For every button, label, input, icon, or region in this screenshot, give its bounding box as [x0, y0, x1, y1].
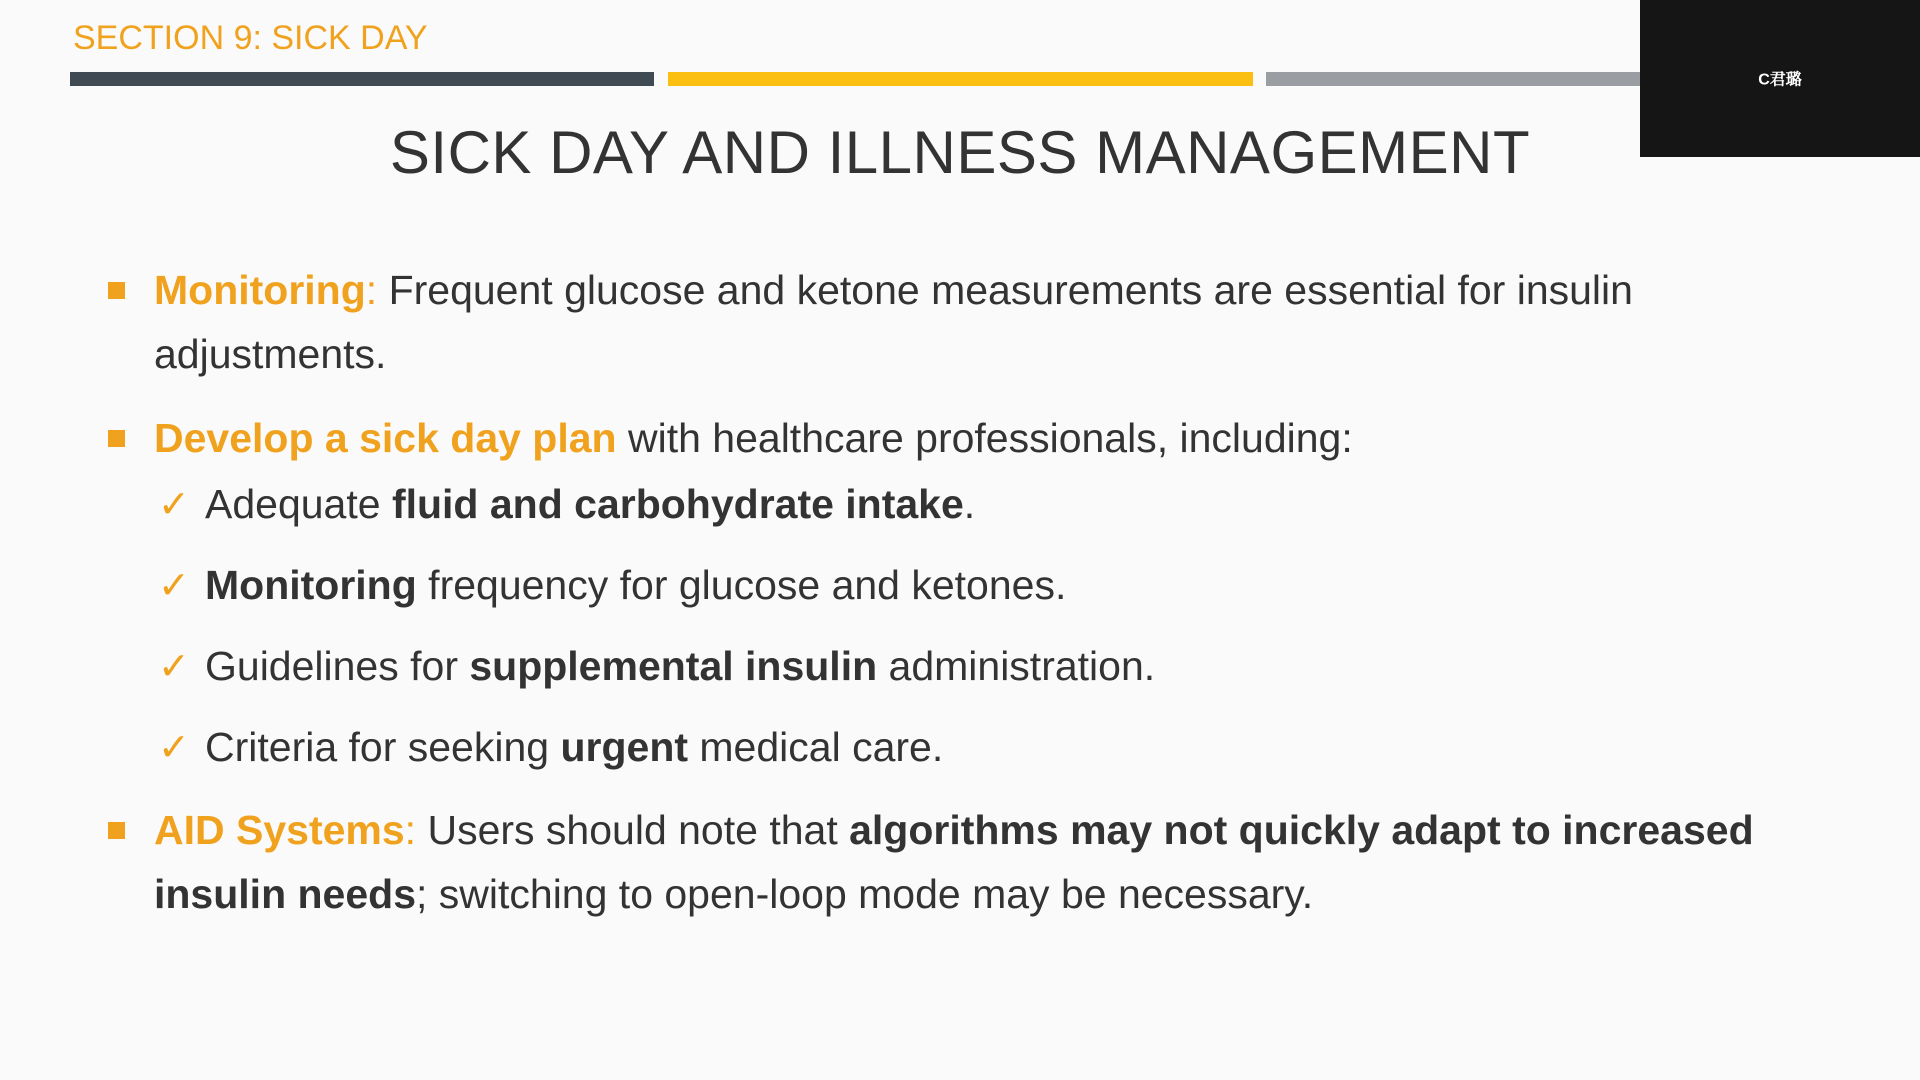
sub-item-post: .: [963, 481, 976, 527]
header-bar-dark: [70, 72, 654, 86]
bullet-separator: :: [404, 807, 428, 853]
bullet-lead: Monitoring: [154, 267, 366, 313]
slide-content: [108, 258, 1848, 926]
bullet-sick-day-plan: [108, 406, 1848, 470]
sub-item-pre: Criteria for seeking: [205, 724, 561, 770]
square-bullet-icon: [108, 822, 125, 839]
section-label: SECTION 9: SICK DAY: [73, 19, 428, 57]
square-bullet-icon: [108, 282, 125, 299]
sub-item-monitoring-frequency: [108, 555, 1848, 615]
sub-item-post: medical care.: [688, 724, 944, 770]
sub-item-supplemental-insulin: [108, 636, 1848, 696]
checkmark-icon: ✓: [158, 725, 190, 769]
bullet-lead: Develop a sick day plan: [154, 415, 617, 461]
bullet-post: ; switching to open-loop mode may be necessary.: [416, 871, 1314, 917]
sub-item-fluid-intake: [108, 474, 1848, 534]
sub-item-bold: supplemental insulin: [469, 643, 878, 689]
sub-item-pre: Adequate: [205, 481, 392, 527]
square-bullet-icon: [108, 430, 125, 447]
checkmark-icon: ✓: [158, 563, 190, 607]
slide-title: SICK DAY AND ILLNESS MANAGEMENT: [389, 119, 1531, 186]
bullet-lead: AID Systems: [154, 807, 405, 853]
sub-item-bold: urgent: [560, 724, 689, 770]
sub-item-bold: fluid and carbohydrate intake: [391, 481, 964, 527]
sub-item-pre: Guidelines for: [205, 643, 470, 689]
bullet-pre: Users should note that: [427, 807, 850, 853]
checkmark-icon: ✓: [158, 644, 190, 688]
bullet-text: with healthcare professionals, including:: [616, 415, 1353, 461]
sub-item-post: frequency for glucose and ketones.: [416, 562, 1067, 608]
sub-item-post: administration.: [877, 643, 1156, 689]
sub-item-urgent-care: [108, 717, 1848, 777]
bullet-aid-systems: [108, 798, 1848, 926]
checkmark-icon: ✓: [158, 482, 190, 526]
bullet-separator: :: [365, 267, 389, 313]
header-bar-yellow: [668, 72, 1253, 86]
participant-name: C君璐: [1758, 71, 1802, 89]
bullet-bold: algorithms may not quickly adapt to increased insulin needs: [154, 807, 1754, 917]
sub-item-bold: Monitoring: [205, 562, 417, 608]
bullet-monitoring: [108, 258, 1848, 386]
bullet-text: Frequent glucose and ketone measurements are essential for insulin adjustments.: [154, 267, 1633, 377]
